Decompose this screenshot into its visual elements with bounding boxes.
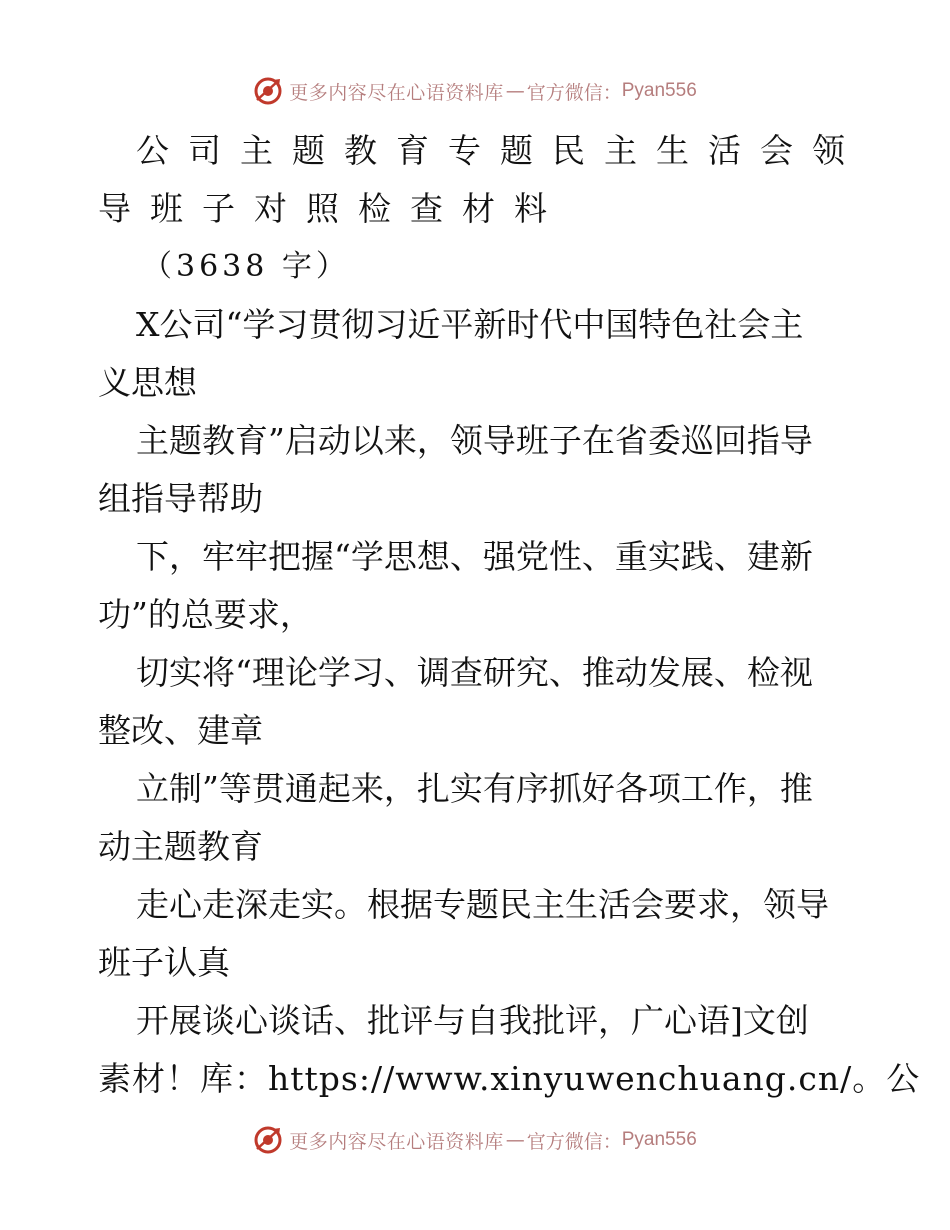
paragraph-line: 切实将“理论学习、调查研究、推动发展、检视 [136, 653, 813, 692]
paragraph-line-with-url: 素材！库：https://www.xinyuwenchuang.cn/。公 [98, 1059, 921, 1098]
paragraph-line: 班子认真 [98, 943, 230, 982]
document-title-line-1: 公司主题教育专题民主生活会领 [136, 131, 864, 170]
header-watermark-banner [0, 71, 950, 111]
paragraph-line: X公司“学习贯彻习近平新时代中国特色社会主 [136, 305, 804, 344]
brand-logo-icon [253, 1125, 283, 1155]
banner-separator: — [505, 80, 525, 102]
paragraph-line: 组指导帮助 [98, 479, 263, 518]
brand-logo-icon [253, 76, 283, 106]
banner-wechat-label: 官方微信： [526, 81, 622, 104]
paragraph-line: 整改、建章 [98, 711, 263, 750]
paragraph-line: 义思想 [98, 363, 197, 402]
paragraph-line: 主题教育”启动以来，领导班子在省委巡回指导 [136, 421, 813, 460]
banner-wechat-label: 官方微信： [526, 1130, 622, 1153]
banner-wechat-id: Pyan556 [621, 1129, 697, 1150]
banner-separator: — [505, 1129, 525, 1151]
banner-wechat-id: Pyan556 [621, 80, 697, 101]
paragraph-line: 走心走深走实。根据专题民主生活会要求，领导 [136, 885, 829, 924]
banner-slogan: 更多内容尽在心语资料库 [289, 1130, 504, 1153]
footer-watermark-banner [0, 1120, 950, 1160]
paragraph-line: 功”的总要求， [98, 595, 313, 634]
banner-slogan: 更多内容尽在心语资料库 [289, 81, 504, 104]
paragraph-line: 开展谈心谈话、批评与自我批评，广心语]文创 [136, 1001, 809, 1040]
paragraph-line: 下，牢牢把握“学思想、强党性、重实践、建新 [136, 537, 813, 576]
document-body [98, 122, 921, 1108]
paragraph-line: 动主题教育 [98, 827, 263, 866]
paragraph-line: 立制”等贯通起来，扎实有序抓好各项工作，推 [136, 769, 813, 808]
document-title-line-2: 导班子对照检查材料 [98, 189, 566, 228]
word-count: （3638 字） [142, 249, 350, 284]
